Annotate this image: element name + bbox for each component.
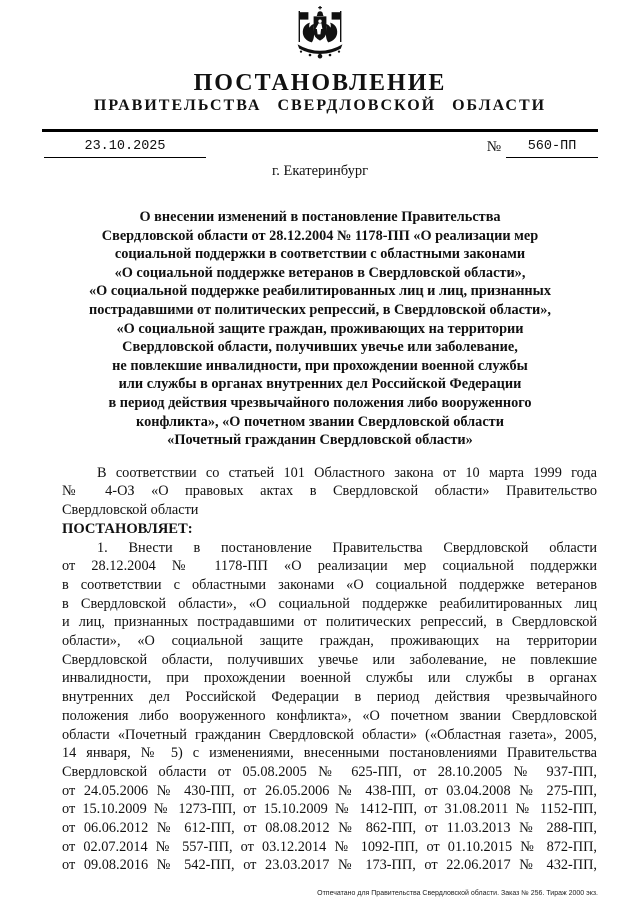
- text-line: «О социальной поддержке ветеранов в Свердловской области»,: [114, 264, 526, 281]
- document-date: 23.10.2025: [44, 139, 206, 158]
- text-line: области «Почетный гражданин Свердловской области» («Областная газета», 2005,: [62, 726, 597, 743]
- decree-body: [0, 464, 640, 875]
- print-shop-footnote: Отпечатано для Правительства Свердловской области. Заказ № 256. Тираж 2000 экз.: [317, 890, 598, 897]
- text-line: области», «О социальной защите граждан, проживающих на территории: [62, 633, 597, 650]
- text-line: социальной поддержки в соответствии с областными законами: [114, 246, 526, 263]
- header-divider-rule: [42, 129, 598, 132]
- text-line: от 28.12.2004 № 1178-ПП «О реализации мер социальной поддержки: [62, 558, 597, 575]
- text-line: «Почетный гражданин Свердловской области»: [167, 432, 473, 449]
- text-line: № 4-ОЗ «О правовых актах в Свердловской области» Правительство: [62, 483, 597, 500]
- number-sign-label: №: [486, 139, 501, 155]
- text-line: от 09.08.2016 № 542-ПП, от 23.03.2017 № 173-ПП, от 22.06.2017 № 432-ПП,: [62, 857, 597, 874]
- sverdlovsk-oblast-coat-of-arms-icon: [288, 6, 352, 60]
- text-line: положения либо вооруженного конфликта», «О почетном звании Свердловской: [62, 707, 597, 724]
- text-line: конфликта», «О почетном звании Свердловской области: [136, 413, 504, 430]
- text-line: Свердловской области, получивших увечье или заболевание,: [122, 339, 518, 356]
- text-line: или службы в органах внутренних дел Российской Федерации: [118, 376, 522, 393]
- text-line: и лиц, признанных пострадавшими от политических репрессий, в Свердловской: [62, 614, 597, 631]
- document-number-group: [487, 139, 598, 158]
- text-line: от 02.07.2014 № 557-ПП, от 03.12.2014 № 1092-ПП, от 01.10.2015 № 872-ПП,: [62, 838, 597, 855]
- text-line: «О социальной защите граждан, проживающих на территории: [116, 320, 524, 337]
- text-line: Свердловской области: [62, 502, 199, 519]
- resolves-heading: ПОСТАНОВЛЯЕТ:: [62, 520, 193, 537]
- document-type-heading: ПОСТАНОВЛЕНИЕ: [193, 70, 447, 96]
- text-line: от 06.06.2012 № 612-ПП, от 08.08.2012 № 862-ПП, от 11.03.2013 № 288-ПП,: [62, 820, 597, 837]
- date-number-row: [44, 139, 598, 158]
- text-line: О внесении изменений в постановление Правительства: [139, 209, 501, 225]
- authority-heading: ПРАВИТЕЛЬСТВА СВЕРДЛОВСКОЙ ОБЛАСТИ: [93, 97, 547, 114]
- text-line: Свердловской области от 28.12.2004 № 1178-ПП «О реализации мер: [101, 227, 539, 244]
- emblem-container: [0, 6, 640, 65]
- text-line: 14 января, № 5) с изменениями, внесенными постановлениями Правительства: [62, 745, 597, 762]
- text-line: Свердловской области, получивших увечье или заболевание, не повлекшие: [62, 651, 597, 668]
- city-line: г. Екатеринбург: [271, 163, 369, 179]
- document-number: 560-ПП: [506, 139, 598, 158]
- text-line: В соответствии со статьей 101 Областного закона от 10 марта 1999 года: [97, 464, 597, 481]
- text-line: внутренних дел Российской Федерации в период действия чрезвычайного: [62, 689, 597, 706]
- preamble-paragraph: [62, 464, 597, 520]
- text-line: инвалидности, при прохождении военной службы или службы в органах: [62, 670, 597, 687]
- item-1-paragraph: [62, 539, 597, 876]
- text-line: не повлекшие инвалидности, при прохождении военной службы: [112, 357, 528, 374]
- decree-document-page: [0, 6, 640, 911]
- text-line: от 15.10.2009 № 1273-ПП, от 15.10.2009 № 1412-ПП, от 31.08.2011 № 1152-ПП,: [62, 801, 597, 818]
- text-line: 1. Внести в постановление Правительства Свердловской области: [97, 539, 597, 556]
- text-line: в соответствии с областными законами «О социальной поддержке ветеранов: [62, 576, 597, 593]
- text-line: «О социальной поддержке реабилитированных лиц и лиц, признанных: [89, 283, 551, 300]
- text-line: от 24.05.2006 № 430-ПП, от 26.05.2006 № 438-ПП, от 03.04.2008 № 275-ПП,: [62, 782, 597, 799]
- text-line: Свердловской области от 05.08.2005 № 625-ПП, от 28.10.2005 № 937-ПП,: [62, 763, 597, 780]
- text-line: в период действия чрезвычайного положения либо вооруженного: [108, 394, 532, 411]
- text-line: в Свердловской области», «О социальной поддержке реабилитированных лиц: [62, 595, 597, 612]
- decree-title: [52, 208, 588, 450]
- text-line: пострадавшими от политических репрессий, в Свердловской области»,: [89, 301, 551, 318]
